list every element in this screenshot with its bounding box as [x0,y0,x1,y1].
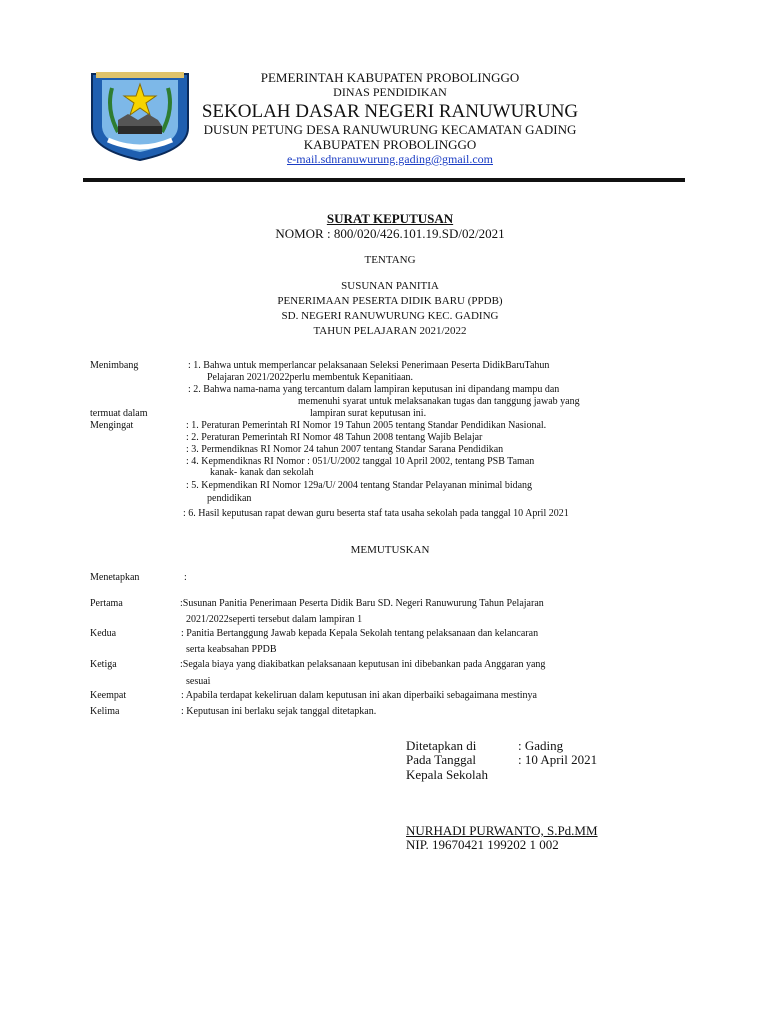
mengingat-item-cont: kanak- kanak dan sekolah [210,467,314,478]
mengingat-item: : 3. Permendiknas RI Nomor 24 tahun 2007 tentang Standar Sarana Pendidikan [186,444,504,455]
kedua-text: : Panitia Bertanggung Jawab kepada Kepala Sekolah tentang pelaksanaan dan kelancaran [181,628,539,639]
menimbang-label: Menimbang [90,360,139,371]
ketiga-text-cont: sesuai [186,676,211,687]
signer-nip: NIP. 19670421 199202 1 002 [406,837,559,852]
tanggal-label: Pada Tanggal [406,752,476,767]
mengingat-item: : 4. Kepmendiknas RI Nomor : 051/U/2002 tanggal 10 April 2002, tentang PSB Taman [186,456,535,467]
menimbang-item-cont: Pelajaran 2021/2022perlu membentuk Kepanitiaan. [207,372,414,383]
mengingat-label: Mengingat [90,420,134,431]
header-government: PEMERINTAH KABUPATEN PROBOLINGGO [260,70,520,85]
header-regency: KABUPATEN PROBOLINGGO [303,137,477,152]
signer-role: Kepala Sekolah [406,767,488,782]
mengingat-item: : 6. Hasil keputusan rapat dewan guru beserta staf tata usaha sekolah pada tanggal 10 April 2021 [183,508,569,519]
ketiga-label: Ketiga [90,659,117,670]
subject-line: TAHUN PELAJARAN 2021/2022 [313,325,467,337]
mengingat-item-cont: pendidikan [207,493,252,504]
header-address: DUSUN PETUNG DESA RANUWURUNG KECAMATAN GADING [203,122,577,137]
mengingat-item: : 5. Kepmendikan RI Nomor 129a/U/ 2004 tentang Standar Pelayanan minimal bidang [186,480,533,491]
menimbang-item-cont: lampiran surat keputusan ini. [310,408,427,419]
kedua-text-cont: serta keabsahan PPDB [186,644,277,655]
signer-name: NURHADI PURWANTO, S.Pd.MM [406,823,598,838]
mengingat-item: : 2. Peraturan Pemerintah RI Nomor 48 Tahun 2008 tentang Wajib Belajar [186,432,483,443]
menetapkan-label: Menetapkan [90,572,140,583]
header-department: DINAS PENDIDIKAN [333,85,447,99]
subject-line: SUSUNAN PANITIA [341,280,439,292]
menimbang-item: : 2. Bahwa nama-nama yang tercantum dalam lampiran keputusan ini dipandang mampu dan [188,384,560,395]
header-email-link[interactable]: e-mail.sdnranuwurung.gading@gmail.com [286,152,493,166]
pertama-label: Pertama [90,598,123,609]
tanggal-value: : 10 April 2021 [518,752,598,767]
document-title: SURAT KEPUTUSAN [326,211,454,226]
memutuskan-heading: MEMUTUSKAN [350,544,430,556]
tentang-heading: TENTANG [364,254,416,266]
keempat-label: Keempat [90,690,127,701]
subject-line: SD. NEGERI RANUWURUNG KEC. GADING [281,310,499,322]
pertama-text-cont: 2021/2022seperti tersebut dalam lampiran 1 [186,614,363,625]
menimbang-item-cont: termuat dalam [90,408,148,419]
ditetapkan-label: Ditetapkan di [406,738,477,753]
mengingat-item: : 1. Peraturan Pemerintah RI Nomor 19 Tahun 2005 tentang Standar Pendidikan Nasional. [186,420,547,431]
subject-line: PENERIMAAN PESERTA DIDIK BARU (PPDB) [277,295,503,307]
ketiga-text: :Segala biaya yang diakibatkan pelaksanaan keputusan ini dibebankan pada Anggaran yang [180,659,546,670]
menimbang-item-cont: memenuhi syarat untuk melaksanakan tugas dan tanggung jawab yang [298,396,580,407]
menimbang-item: : 1. Bahwa untuk memperlancar pelaksanaan Seleksi Penerimaan Peserta DidikBaruTahun [188,360,550,371]
header-school-name: SEKOLAH DASAR NEGERI RANUWURUNG [201,101,579,122]
letterhead-divider [83,178,685,182]
menetapkan-value: : [184,572,187,583]
document-number: NOMOR : 800/020/426.101.19.SD/02/2021 [275,226,505,241]
keempat-text: : Apabila terdapat kekeliruan dalam keputusan ini akan diperbaiki sebagaimana mestinya [181,690,537,701]
pertama-text: :Susunan Panitia Penerimaan Peserta Didik Baru SD. Negeri Ranuwurung Tahun Pelajaran [180,598,544,609]
kelima-text: : Keputusan ini berlaku sejak tanggal ditetapkan. [181,706,377,717]
kelima-label: Kelima [90,706,120,717]
ditetapkan-value: : Gading [518,738,564,753]
kedua-label: Kedua [90,628,117,639]
